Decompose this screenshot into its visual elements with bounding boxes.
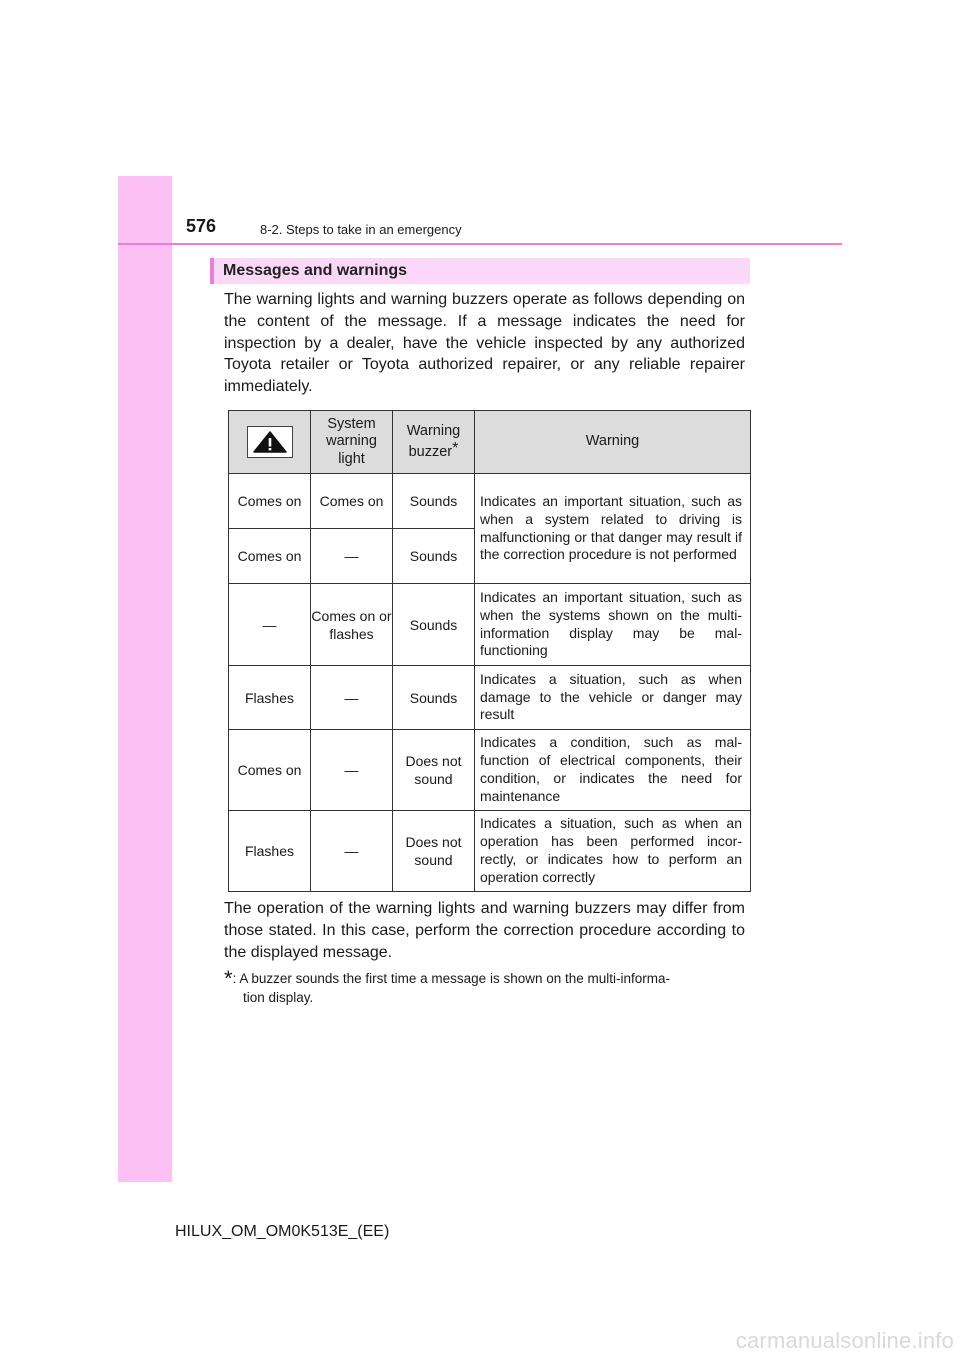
table-row [229,811,751,892]
cell-system-light: — [311,529,393,584]
cell-system-light: — [311,730,393,811]
footnote-star: * [224,966,233,991]
cell-system-light: Comes on [311,474,393,529]
cell-icon-light: Comes on [229,474,311,529]
header-icon-cell [229,411,311,474]
warning-triangle-icon [247,426,293,458]
header-warning: Warning [475,411,751,474]
cell-buzzer: Sounds [393,529,475,584]
cell-warning: Indicates a situation, such as when an operation has been performed incor-rectly, or indicates how to perform an operation correctly [475,811,751,892]
cell-system-light: — [311,666,393,730]
header-divider [118,243,842,245]
section-title: 8-2. Steps to take in an emergency [260,222,462,237]
intro-paragraph: The warning lights and warning buzzers operate as follows depending on the content of the message. If a message indicates the need for inspection by a dealer, have the vehicle inspected by any authorized Toyota retailer or Toyota authorized repairer, or any reliable repairer immediately. [224,291,745,396]
table-row [229,730,751,811]
footnote-text-line1: : A buzzer sounds the first time a message is shown on the multi-informa- [232,971,671,986]
footnote [224,966,745,1007]
footnote-marker: * [452,440,459,457]
header-warning-buzzer [393,411,475,474]
outro-paragraph: The operation of the warning lights and warning buzzers may differ from those stated. In this case, perform the correction procedure according to the displayed message. [224,900,745,961]
cell-icon-light: Flashes [229,811,311,892]
cell-icon-light: Flashes [229,666,311,730]
warnings-table [228,410,751,892]
header-buzzer-label: Warning buzzer [406,422,461,460]
cell-buzzer: Does not sound [393,730,475,811]
cell-icon-light: — [229,584,311,666]
footnote-text-line2: tion display. [243,990,314,1005]
cell-buzzer: Sounds [393,666,475,730]
table-header-row [229,411,751,474]
cell-buzzer: Sounds [393,584,475,666]
cell-buzzer: Sounds [393,474,475,529]
header-system-warning-light: System warning light [311,411,393,474]
chapter-sidebar-tab [118,176,172,1182]
table-row [229,474,751,529]
cell-icon-light: Comes on [229,730,311,811]
cell-warning: Indicates a condition, such as mal-function of electrical components, their condition, or indicates the need for maintenance [475,730,751,811]
section-heading-text: Messages and warnings [223,262,408,279]
cell-system-light: — [311,811,393,892]
cell-warning: Indicates a situation, such as when damage to the vehicle or danger may result [475,666,751,730]
table-row [229,584,751,666]
page-number: 576 [186,216,217,236]
section-heading [210,258,750,284]
cell-icon-light: Comes on [229,529,311,584]
cell-buzzer: Does not sound [393,811,475,892]
table-row [229,666,751,730]
document-code: HILUX_OM_OM0K513E_(EE) [175,1223,390,1240]
cell-warning: Indicates an important situation, such as when a system related to driving is malfunctioning or that danger may result if the correction procedure is not performed [475,474,751,584]
cell-system-light: Comes on or flashes [311,584,393,666]
cell-warning: Indicates an important situation, such as when the systems shown on the multi-information display may be mal-functioning [475,584,751,666]
watermark: carmanualsonline.info [735,1328,954,1353]
